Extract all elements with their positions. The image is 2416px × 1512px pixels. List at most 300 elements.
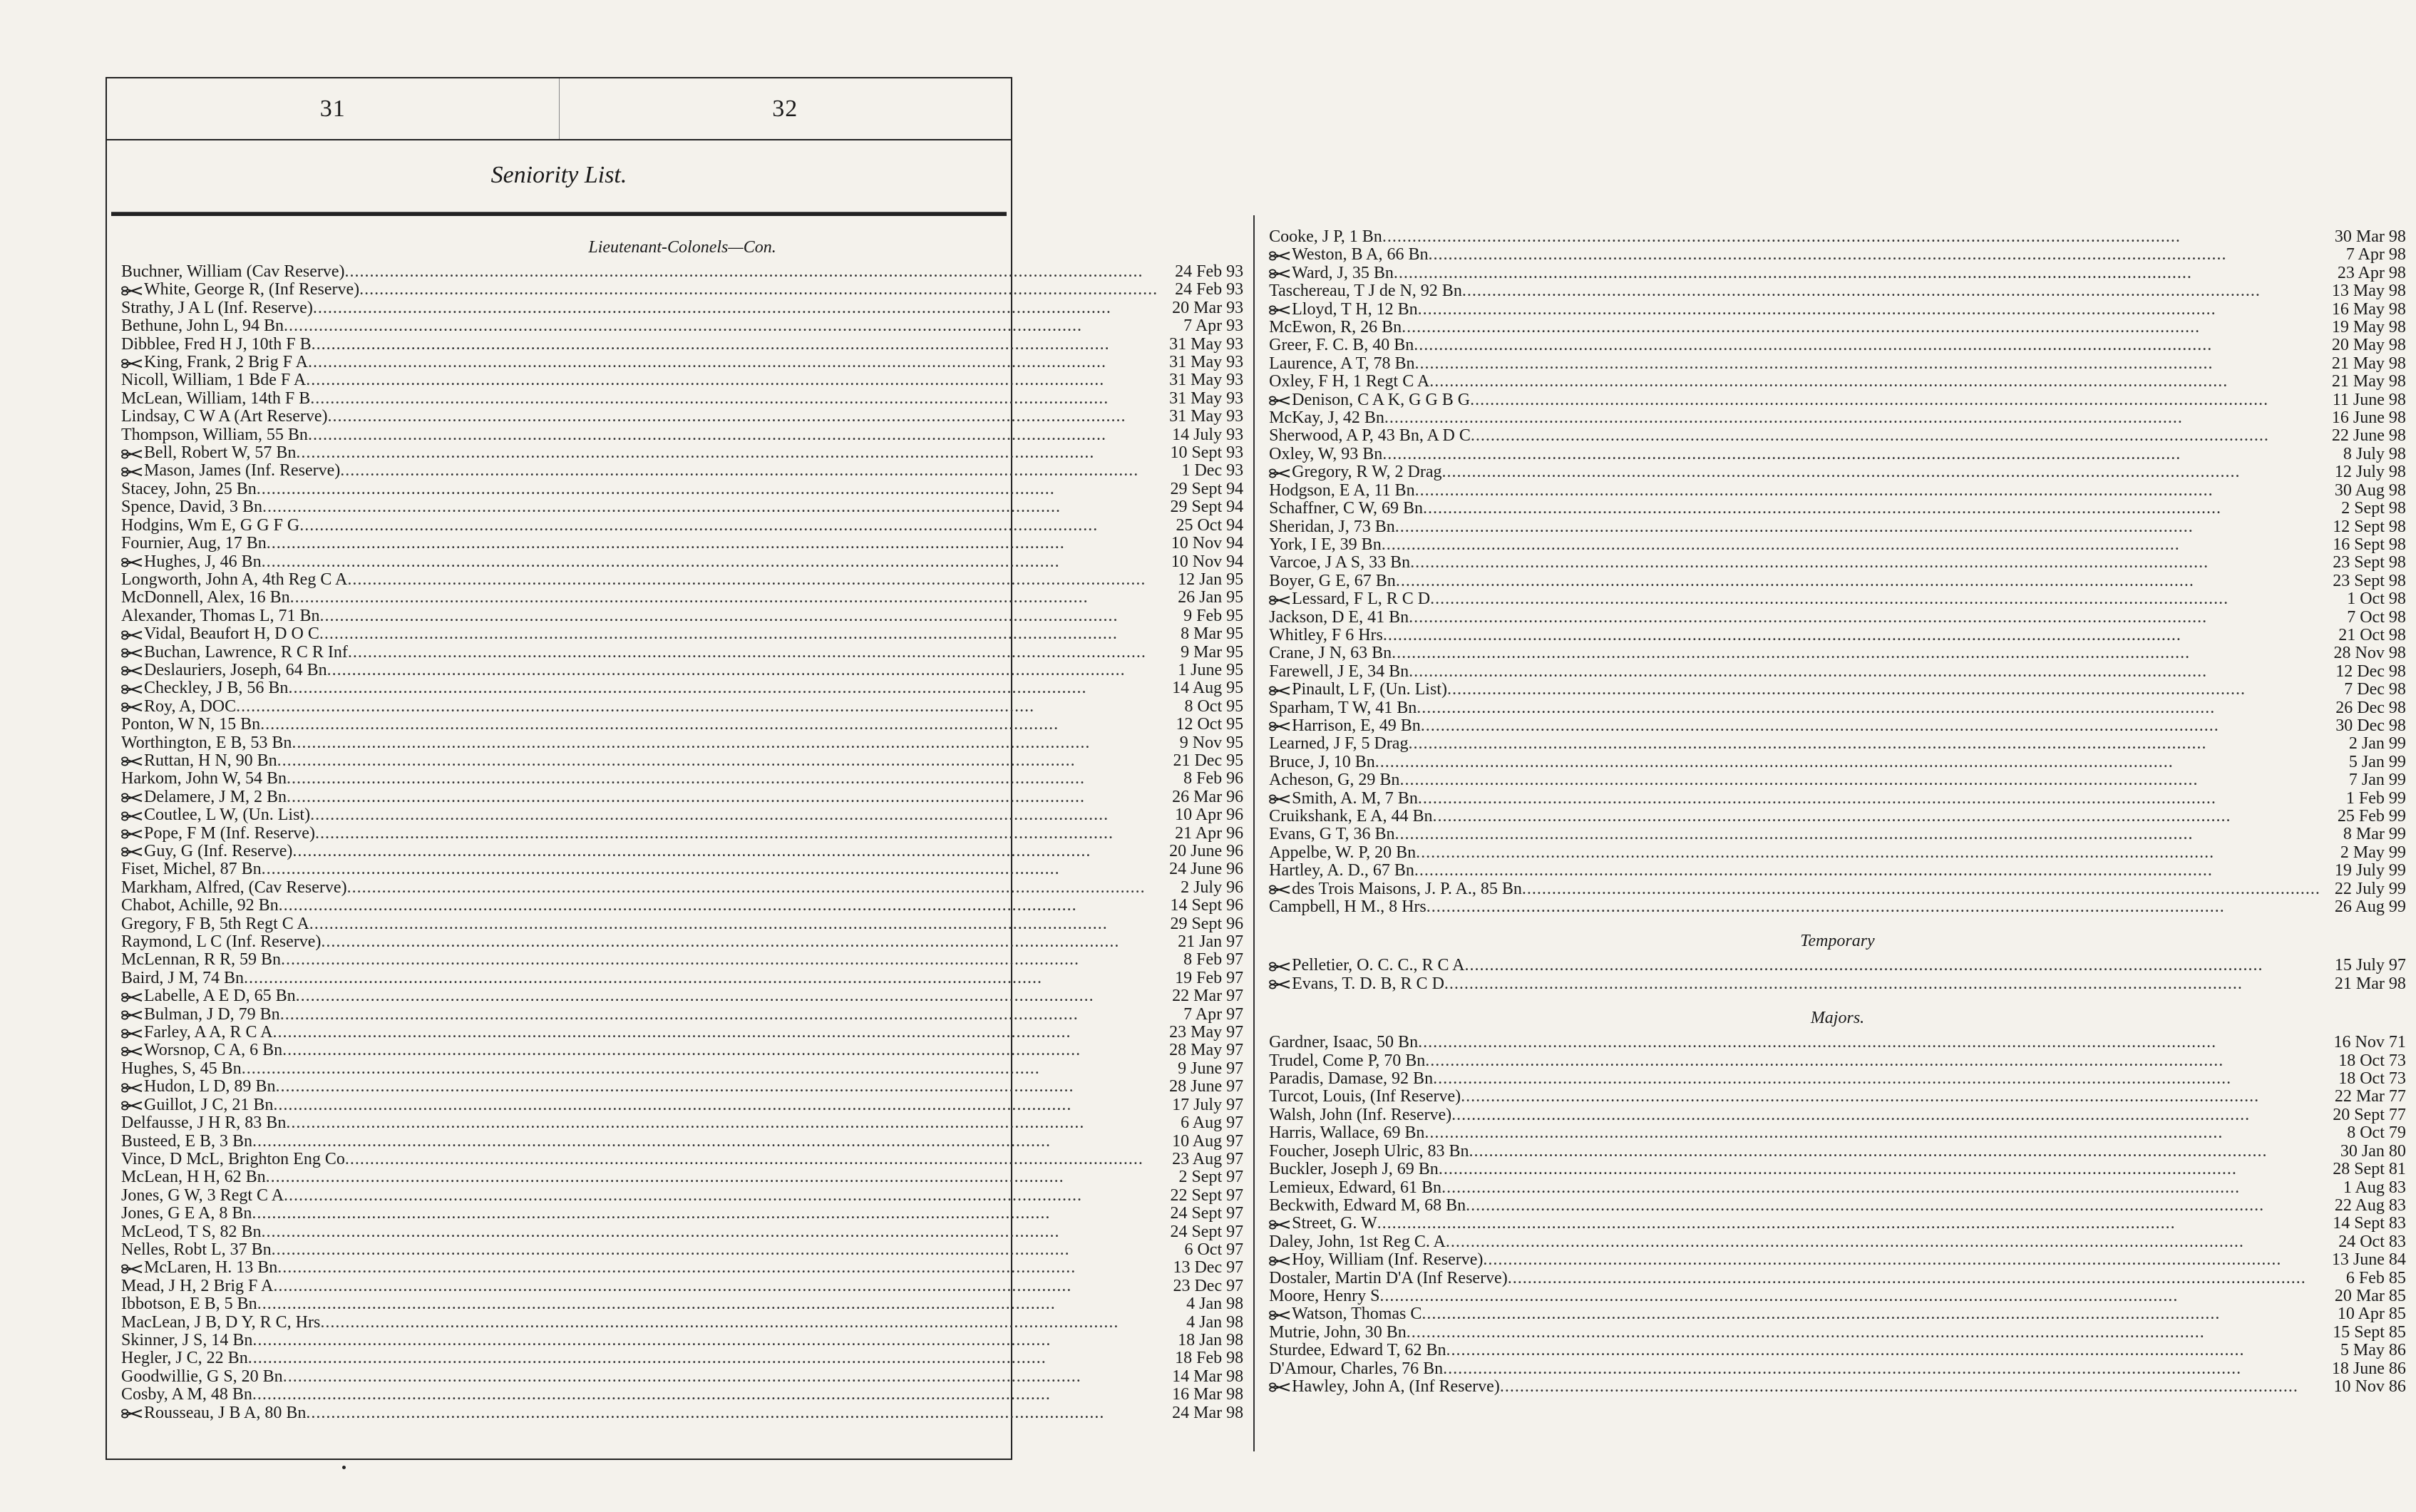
list-item [121, 571, 1243, 589]
scissors-icon [1269, 1310, 1290, 1320]
entry-date: 8 Oct 95 [1184, 696, 1244, 716]
scissors-icon [1269, 721, 1290, 731]
entry-date: 21 Dec 95 [1173, 751, 1244, 770]
entry-name: Guillot, J C, 21 Bn [121, 1096, 273, 1114]
entry-date: 10 Nov 86 [2333, 1377, 2406, 1396]
entry-date: 10 Aug 97 [1172, 1131, 1244, 1151]
entry-date: 23 Dec 97 [1173, 1276, 1244, 1295]
list-item [121, 1133, 1243, 1151]
entry-date: 1 Feb 99 [2345, 788, 2406, 808]
list-item [121, 915, 1243, 933]
leader-dots [1377, 1215, 2320, 1233]
entry-date: 16 May 98 [2331, 299, 2406, 319]
entry-name: Hartley, A. D., 67 Bn [1269, 861, 1414, 880]
entry-name: Fiset, Michel, 87 Bn [121, 860, 262, 879]
list-item [121, 535, 1243, 552]
leader-dots [1402, 319, 2320, 336]
list-item [1269, 771, 2406, 789]
page-number-right: 32 [772, 95, 798, 122]
list-item [1269, 590, 2406, 608]
list-item [1269, 282, 2406, 300]
leader-dots [310, 390, 1158, 408]
leader-dots [236, 698, 1158, 716]
entry-date: 8 Feb 96 [1183, 769, 1244, 788]
entry-name: Mead, J H, 2 Brig F A [121, 1276, 274, 1295]
scissors-icon [1269, 1220, 1290, 1230]
leader-dots [1394, 264, 2320, 282]
leader-dots [1382, 446, 2320, 463]
list-item [121, 860, 1243, 878]
list-item [1269, 644, 2406, 662]
entry-date: 12 Dec 98 [2335, 662, 2406, 681]
entry-name: Boyer, G E, 67 Bn [1269, 571, 1396, 590]
list-item [121, 1259, 1243, 1277]
entry-name: Trudel, Come P, 70 Bn [1269, 1051, 1426, 1070]
scissors-icon [121, 1101, 143, 1111]
leader-dots [1399, 771, 2320, 789]
entry-date: 8 July 98 [2343, 444, 2406, 463]
entry-name: McKay, J, 42 Bn [1269, 408, 1384, 428]
entry-name: Nicoll, William, 1 Bde F A [121, 371, 307, 390]
scissors-icon [121, 286, 143, 296]
leader-dots [1443, 1360, 2320, 1378]
entry-name: Campbell, H M., 8 Hrs [1269, 898, 1427, 917]
list-item [1269, 1070, 2406, 1088]
entry-name: McLean, William, 14th F B [121, 389, 311, 408]
leader-dots [260, 716, 1158, 734]
list-item [1269, 482, 2406, 500]
entry-date: 24 Oct 83 [2338, 1232, 2406, 1251]
entry-name: York, I E, 39 Bn [1269, 535, 1382, 554]
entry-name: Gregory, F B, 5th Regt C A [121, 914, 309, 933]
entry-name: Vince, D McL, Brighton Eng Co [121, 1149, 345, 1168]
scissors-icon [121, 1029, 143, 1039]
entry-date: 24 Feb 93 [1175, 262, 1244, 281]
entry-date: 20 Mar 85 [2334, 1286, 2406, 1305]
entry-name: Ward, J, 35 Bn [1269, 264, 1394, 282]
entry-name: McLennan, R R, 59 Bn [121, 950, 281, 970]
entry-name: Jackson, D E, 41 Bn [1269, 607, 1409, 627]
entry-date: 9 June 97 [1178, 1059, 1244, 1078]
list-item [1269, 373, 2406, 391]
entry-date: 22 Aug 83 [2334, 1195, 2406, 1215]
leader-dots [1421, 717, 2320, 735]
entry-name: Sheridan, J, 73 Bn [1269, 517, 1395, 536]
entry-name: Mutrie, John, 30 Bn [1269, 1322, 1407, 1342]
scissors-icon [1269, 979, 1290, 989]
section-heading-lieutenant-colonels: Lieutenant-Colonels—Con. [588, 238, 776, 257]
entry-name: Worsnop, C A, 6 Bn [121, 1042, 282, 1059]
leader-dots [1384, 409, 2320, 427]
entry-name: Pelletier, O. C. C., R C A [1269, 957, 1464, 974]
left-entry-list [121, 263, 1243, 1422]
scissors-icon [121, 648, 143, 658]
entry-date: 19 Feb 97 [1175, 968, 1244, 987]
list-item [121, 1332, 1243, 1349]
entry-name: King, Frank, 2 Brig F A [121, 354, 308, 371]
entry-date: 18 Oct 73 [2338, 1051, 2406, 1070]
leader-dots [347, 571, 1158, 589]
entry-date: 22 Mar 77 [2334, 1087, 2406, 1106]
scissors-icon [121, 756, 143, 766]
entry-name: Spence, David, 3 Bn [121, 498, 262, 517]
page-frame [106, 77, 2406, 1460]
entry-name: Markham, Alfred, (Cav Reserve) [121, 878, 347, 897]
entry-date: 10 Apr 85 [2337, 1305, 2406, 1324]
entry-date: 13 June 84 [2331, 1250, 2406, 1270]
leader-dots [306, 371, 1158, 389]
entry-name: Oxley, F H, 1 Regt C A [1269, 372, 1430, 391]
list-item [121, 770, 1243, 788]
scissors-icon [121, 666, 143, 676]
list-item [1269, 1124, 2406, 1142]
leader-dots [340, 462, 1158, 480]
entry-date: 8 Oct 79 [2347, 1123, 2406, 1143]
entry-date: 23 Sept 98 [2333, 571, 2406, 590]
leader-dots [1470, 391, 2320, 409]
entry-name: Paradis, Damase, 92 Bn [1269, 1069, 1434, 1089]
leader-dots [296, 987, 1158, 1005]
entry-name: Harkom, John W, 54 Bn [121, 769, 287, 788]
list-item [121, 843, 1243, 860]
list-item [1269, 975, 2406, 993]
scissors-icon [121, 359, 143, 369]
list-item [121, 951, 1243, 969]
entry-name: Deslauriers, Joseph, 64 Bn [121, 662, 327, 679]
entry-date: 24 June 96 [1169, 860, 1244, 879]
leader-dots [1465, 957, 2320, 974]
entry-date: 13 Dec 97 [1173, 1258, 1244, 1277]
entry-name: Hughes, J, 46 Bn [121, 553, 262, 571]
list-item [1269, 1360, 2406, 1378]
leader-dots [290, 589, 1158, 607]
entry-date: 24 Sept 97 [1170, 1222, 1244, 1241]
list-item [1269, 1034, 2406, 1051]
entry-date: 23 May 97 [1169, 1023, 1244, 1042]
list-item [1269, 1287, 2406, 1305]
list-item [1269, 1233, 2406, 1251]
list-item [1269, 627, 2406, 644]
entry-name: Farley, A A, R C A [121, 1024, 272, 1042]
list-item [1269, 409, 2406, 427]
entry-name: Hudon, L D, 89 Bn [121, 1078, 275, 1096]
entry-date: 12 July 98 [2334, 463, 2406, 482]
list-item [121, 662, 1243, 679]
leader-dots [1433, 1070, 2320, 1088]
leader-dots [1429, 373, 2320, 391]
leader-dots [1417, 699, 2320, 717]
leader-dots [296, 444, 1158, 462]
page-numbers-row [107, 78, 1011, 140]
entry-name: Harris, Wallace, 69 Bn [1269, 1123, 1425, 1143]
list-item [121, 1295, 1243, 1313]
list-item [121, 462, 1243, 480]
leader-dots [1444, 975, 2320, 993]
list-item [121, 444, 1243, 462]
entry-name: Bethune, John L, 94 Bn [121, 317, 284, 336]
scissors-icon [121, 467, 143, 477]
entry-date: 22 July 99 [2334, 879, 2406, 898]
entry-date: 5 Jan 99 [2348, 752, 2406, 771]
list-item [121, 299, 1243, 317]
entry-date: 7 Oct 98 [2347, 607, 2406, 627]
list-item [1269, 336, 2406, 354]
list-item [1269, 446, 2406, 463]
entry-name: Cosby, A M, 48 Bn [121, 1385, 252, 1404]
entry-name: Sturdee, Edward T, 62 Bn [1269, 1341, 1446, 1360]
list-item [1269, 754, 2406, 771]
list-item [121, 1024, 1243, 1042]
entry-name: Strathy, J A L (Inf. Reserve) [121, 298, 313, 317]
list-item [1269, 1052, 2406, 1070]
entry-date: 31 May 93 [1169, 334, 1244, 354]
entry-name: Lindsay, C W A (Art Reserve) [121, 407, 328, 426]
scissors-icon [121, 829, 143, 839]
entry-name: Guy, G (Inf. Reserve) [121, 843, 292, 860]
entry-date: 29 Sept 96 [1170, 914, 1244, 933]
entry-name: Hodgins, Wm E, G G F G [121, 515, 300, 535]
leader-dots [292, 843, 1158, 860]
list-item [121, 1114, 1243, 1132]
entry-date: 21 May 98 [2331, 372, 2406, 391]
list-item [121, 1314, 1243, 1332]
entry-name: Raymond, L C (Inf. Reserve) [121, 932, 322, 952]
entry-date: 20 June 96 [1169, 842, 1244, 860]
scissors-icon [1269, 595, 1290, 605]
entry-date: 6 Aug 97 [1181, 1114, 1244, 1133]
leader-dots [1414, 336, 2320, 354]
leader-dots [288, 679, 1158, 697]
list-item [1269, 1342, 2406, 1359]
scissors-icon [1269, 885, 1290, 895]
entry-name: Dostaler, Martin D'A (Inf Reserve) [1269, 1268, 1508, 1287]
scissors-icon [1269, 962, 1290, 972]
leader-dots [320, 1314, 1158, 1332]
scissors-icon [1269, 686, 1290, 696]
list-item [1269, 1378, 2406, 1396]
entry-name: Street, G. W [1269, 1215, 1377, 1233]
entry-date: 8 Mar 99 [2343, 825, 2406, 844]
list-item [121, 1277, 1243, 1295]
scissors-icon [1269, 269, 1290, 279]
list-item [121, 1006, 1243, 1024]
list-item [1269, 735, 2406, 753]
entry-name: Greer, F. C. B, 40 Bn [1269, 336, 1414, 355]
entry-date: 8 Feb 97 [1183, 950, 1244, 970]
entry-name: Vidal, Beaufort H, D O C [121, 625, 319, 643]
entry-name: McLeod, T S, 82 Bn [121, 1222, 262, 1241]
entry-date: 28 June 97 [1169, 1077, 1244, 1096]
list-item [1269, 536, 2406, 554]
entry-date: 2 Jan 99 [2348, 734, 2406, 754]
leader-dots [312, 336, 1158, 354]
leader-dots [309, 915, 1158, 933]
list-item [121, 281, 1243, 299]
leader-dots [1483, 1251, 2320, 1269]
entry-date: 8 Mar 95 [1181, 624, 1244, 644]
leader-dots [1461, 1088, 2320, 1106]
leader-dots [252, 1386, 1158, 1404]
entry-date: 10 Nov 94 [1171, 552, 1244, 571]
list-item [121, 970, 1243, 987]
leader-dots [1395, 518, 2320, 536]
scissors-icon [121, 557, 143, 567]
entry-date: 7 Apr 98 [2345, 245, 2406, 264]
leader-dots [1407, 1324, 2320, 1342]
entry-date: 19 July 99 [2334, 861, 2406, 880]
leader-dots [328, 408, 1158, 426]
leader-dots [242, 1060, 1158, 1078]
leader-dots [1430, 590, 2320, 608]
entry-date: 21 Jan 97 [1178, 932, 1244, 952]
leader-dots [267, 535, 1158, 552]
entry-name: Varcoe, J A S, 33 Bn [1269, 553, 1411, 572]
scissors-icon [121, 630, 143, 640]
entry-name: Skinner, J S, 14 Bn [121, 1330, 253, 1349]
entry-name: Coutlee, L W, (Un. List) [121, 806, 310, 824]
entry-date: 18 Oct 73 [2338, 1069, 2406, 1089]
scissors-icon [1269, 1256, 1290, 1266]
list-item [121, 1368, 1243, 1386]
list-item [121, 1060, 1243, 1078]
leader-dots [280, 1006, 1158, 1024]
entry-date: 28 Nov 98 [2333, 644, 2406, 663]
entry-name: Delamere, J M, 2 Bn [121, 788, 287, 806]
list-item [121, 788, 1243, 806]
list-item [1269, 1161, 2406, 1178]
leader-dots [261, 1223, 1158, 1241]
list-item [1269, 319, 2406, 336]
entry-date: 10 Nov 94 [1171, 534, 1244, 553]
leader-dots [281, 951, 1158, 969]
list-item [1269, 355, 2406, 373]
entry-date: 30 Dec 98 [2335, 716, 2406, 735]
entry-name: Checkley, J B, 56 Bn [121, 679, 288, 697]
list-item [121, 987, 1243, 1005]
entry-date: 19 May 98 [2331, 318, 2406, 337]
entry-name: Hegler, J C, 22 Bn [121, 1349, 248, 1368]
entry-date: 6 Feb 85 [2345, 1268, 2406, 1287]
scissors-icon [121, 811, 143, 821]
leader-dots [306, 1404, 1158, 1422]
list-item [121, 517, 1243, 535]
list-item [121, 1078, 1243, 1096]
entry-date: 5 May 86 [2340, 1341, 2406, 1360]
entry-date: 21 May 98 [2331, 354, 2406, 373]
entry-date: 21 Oct 98 [2338, 625, 2406, 644]
left-column [107, 215, 1255, 1451]
list-item [1269, 663, 2406, 681]
entry-name: Baird, J M, 74 Bn [121, 968, 245, 987]
leader-dots [321, 933, 1158, 951]
entry-name: Learned, J F, 5 Drag [1269, 734, 1409, 754]
leader-dots [1382, 536, 2320, 554]
entry-date: 25 Feb 99 [2337, 807, 2406, 826]
list-item [1269, 826, 2406, 843]
entry-date: 10 Apr 96 [1175, 806, 1244, 825]
list-item [121, 1187, 1243, 1205]
scissors-icon [121, 684, 143, 694]
list-item [121, 354, 1243, 371]
list-item [121, 390, 1243, 408]
entry-name: Denison, C A K, G G B G [1269, 391, 1470, 409]
list-item [1269, 609, 2406, 627]
leader-dots [252, 1133, 1158, 1151]
entry-date: 23 Aug 97 [1172, 1149, 1244, 1168]
entry-name: Ponton, W N, 15 Bn [121, 715, 261, 734]
leader-dots [282, 1042, 1158, 1059]
entry-name: Bulman, J D, 79 Bn [121, 1006, 280, 1024]
list-item [121, 806, 1243, 824]
entry-name: Stacey, John, 25 Bn [121, 479, 257, 498]
entry-date: 2 July 96 [1181, 878, 1244, 897]
entry-date: 26 Mar 96 [1172, 787, 1244, 806]
leader-dots [1469, 1143, 2320, 1161]
entry-name: Hawley, John A, (Inf Reserve) [1269, 1378, 1500, 1396]
columns [107, 215, 2406, 1451]
entry-name: Oxley, W, 93 Bn [1269, 444, 1383, 463]
entry-date: 29 Sept 94 [1170, 498, 1244, 517]
scissors-icon [121, 702, 143, 712]
entry-date: 1 Aug 83 [2343, 1178, 2406, 1197]
list-item [121, 317, 1243, 335]
entry-date: 22 Mar 97 [1172, 987, 1244, 1006]
leader-dots [1418, 1034, 2320, 1051]
list-item [1269, 1251, 2406, 1269]
entry-name: Foucher, Joseph Ulric, 83 Bn [1269, 1141, 1469, 1161]
list-item [1269, 1270, 2406, 1287]
leader-dots [348, 644, 1158, 662]
leader-dots [345, 1151, 1158, 1168]
list-item [1269, 1324, 2406, 1342]
entry-date: 31 May 93 [1169, 353, 1244, 372]
entry-name: Watson, Thomas C [1269, 1305, 1422, 1323]
entry-name: MacLean, J B, D Y, R C, Hrs [121, 1312, 321, 1332]
leader-dots [262, 860, 1158, 878]
list-item [1269, 1143, 2406, 1161]
entry-name: Sherwood, A P, 43 Bn, A D C [1269, 426, 1471, 446]
entry-name: McLaren, H. 13 Bn [121, 1259, 277, 1277]
list-item [121, 1241, 1243, 1259]
list-item [1269, 228, 2406, 246]
entry-name: Schaffner, C W, 69 Bn [1269, 499, 1424, 518]
entry-date: 31 May 93 [1169, 407, 1244, 426]
list-item [1269, 500, 2406, 518]
entry-date: 9 Nov 95 [1179, 733, 1244, 752]
entry-name: Gardner, Isaac, 50 Bn [1269, 1033, 1419, 1052]
list-item [121, 607, 1243, 625]
entry-date: 14 Sept 83 [2333, 1214, 2406, 1233]
leader-dots [275, 1078, 1158, 1096]
entry-name: Thompson, William, 55 Bn [121, 425, 308, 444]
leader-dots [1466, 1197, 2320, 1215]
list-item [121, 1096, 1243, 1114]
list-item [121, 1386, 1243, 1404]
entry-date: 14 Aug 95 [1172, 679, 1244, 698]
list-item [121, 426, 1243, 444]
leader-dots [1392, 644, 2320, 662]
scissors-icon [121, 992, 143, 1002]
entry-name: Harrison, E, 49 Bn [1269, 717, 1421, 735]
entry-date: 1 Dec 93 [1181, 461, 1244, 480]
list-item [121, 589, 1243, 607]
entry-date: 12 Jan 95 [1178, 570, 1244, 589]
entry-name: Taschereau, T J de N, 92 Bn [1269, 282, 1462, 301]
list-item [121, 1151, 1243, 1168]
entry-date: 28 Sept 81 [2333, 1160, 2406, 1179]
right-column [1255, 215, 2416, 1451]
entry-name: McEwon, R, 26 Bn [1269, 318, 1402, 337]
